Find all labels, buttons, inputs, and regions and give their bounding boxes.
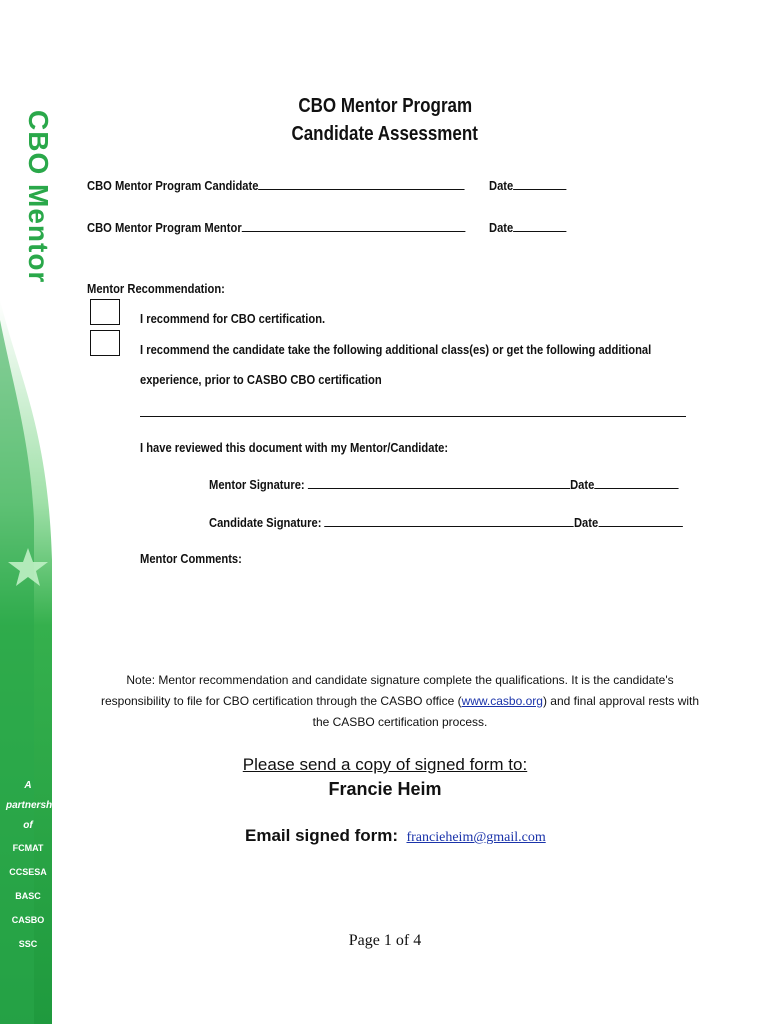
mentor-date-label: Date [489, 220, 514, 235]
candidate-date-row [489, 178, 579, 193]
mentor-date-row [489, 220, 579, 235]
email-row [245, 826, 546, 846]
candidate-signature-field[interactable] [325, 515, 574, 527]
mentor-label: CBO Mentor Program Mentor [87, 220, 242, 235]
mentor-field[interactable] [242, 220, 466, 232]
org-ssc: SSC [18, 939, 38, 949]
mentor-signature-label: Mentor Signature: [209, 477, 305, 492]
mentor-signature-row [209, 477, 755, 492]
candidate-signature-date-label: Date [573, 515, 599, 530]
candidate-signature-label: Candidate Signature: [209, 515, 322, 530]
candidate-field[interactable] [258, 178, 464, 190]
partner-word: partnership [6, 800, 62, 811]
recommend-checkbox[interactable] [90, 299, 120, 325]
note-text-part2: ) and final approval rests with the CASBO certification process. [312, 694, 700, 729]
mentor-comments-label: Mentor Comments: [140, 551, 242, 566]
reviewed-statement: I have reviewed this document with my Mentor/Candidate: [140, 440, 449, 455]
document-title-line2: Candidate Assessment [291, 123, 479, 145]
mentor-date-field[interactable] [513, 220, 566, 232]
partner-a: A [24, 780, 32, 791]
recommendation-heading: Mentor Recommendation: [87, 281, 225, 296]
mentor-signature-field[interactable] [308, 477, 570, 489]
option2-text-line2: experience, prior to CASBO CBO certification [140, 372, 382, 387]
email-link[interactable]: francieheim@gmail.com [406, 830, 546, 845]
org-basc: BASC [15, 891, 41, 901]
candidate-date-label: Date [489, 178, 514, 193]
partnership-block [6, 776, 62, 956]
mentor-signature-date-field[interactable] [594, 477, 678, 489]
document-title-line1: CBO Mentor Program [298, 95, 472, 117]
sidebar-banner [0, 0, 60, 1024]
mentor-row [87, 220, 527, 235]
candidate-label: CBO Mentor Program Candidate [87, 178, 259, 193]
candidate-signature-date-field[interactable] [598, 515, 682, 527]
note-text-part1: Note: Mentor recommendation and candidate signature complete the qualifications. It is the candidate's responsibility to file for CBO certification through the CASBO office ( [100, 673, 674, 708]
candidate-date-field[interactable] [513, 178, 566, 190]
option2-text-line1: I recommend the candidate take the following additional class(es) or get the following additional [140, 342, 652, 357]
org-ccsesa: CCSESA [9, 867, 47, 877]
mentor-signature-date-label: Date [570, 477, 595, 492]
star-icon [6, 546, 50, 590]
partner-of: of [23, 820, 33, 831]
option1-text: I recommend for CBO certification. [140, 311, 326, 326]
org-fcmat: FCMAT [12, 843, 44, 853]
candidate-row [87, 178, 526, 193]
casbo-link[interactable]: www.casbo.org [461, 694, 543, 708]
page-number: Page 1 of 4 [348, 932, 422, 949]
recipient-name: Francie Heim [328, 779, 442, 799]
additional-classes-line[interactable] [140, 416, 686, 417]
email-label: Email signed form: [245, 826, 399, 845]
additional-classes-checkbox[interactable] [90, 330, 120, 356]
note-paragraph [100, 670, 700, 733]
candidate-signature-row [209, 515, 760, 530]
vertical-program-title: CBO Mentor [23, 110, 54, 284]
send-instruction: Please send a copy of signed form to: [242, 755, 528, 774]
org-casbo: CASBO [11, 915, 45, 925]
